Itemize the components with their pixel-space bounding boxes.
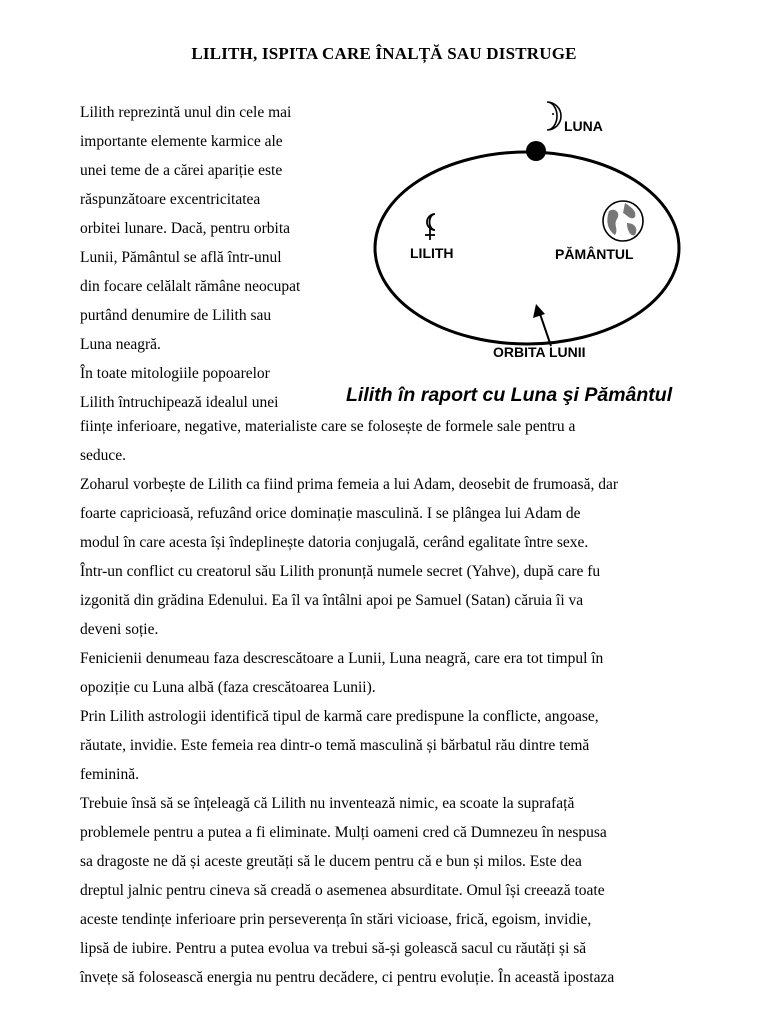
- text-line: foarte capricioasă, refuzând orice dominație masculină. I se plângea lui Adam de: [80, 505, 581, 522]
- text-line: aceste tendințe inferioare prin perseverența în stări vicioase, frică, egoism, invidie,: [80, 911, 592, 928]
- text-line: În toate mitologiile popoarelor: [80, 365, 270, 382]
- text-line: lipsă de iubire. Pentru a putea evolua va trebui să-și golească sacul cu răutăți și să: [80, 940, 587, 957]
- page-title: LILITH, ISPITA CARE ÎNALȚĂ SAU DISTRUGE: [191, 44, 577, 63]
- moon-dot: [526, 141, 546, 161]
- text-line: Luna neagră.: [80, 336, 161, 353]
- orbit-arrow-icon: [533, 304, 551, 346]
- text-line: importante elemente karmice ale: [80, 133, 283, 150]
- body-text: [80, 412, 740, 992]
- text-line: Zoharul vorbește de Lilith ca fiind prima femeia a lui Adam, deosebit de frumoasă, dar: [80, 476, 619, 493]
- text-line: modul în care acesta își îndeplinește datoria conjugală, cerând egalitate între sexe.: [80, 534, 589, 551]
- text-line: opoziție cu Luna albă (faza crescătoarea Lunii).: [80, 679, 376, 696]
- pamantul-label: PĂMÂNTUL: [555, 246, 634, 262]
- text-line: sa dragoste ne dă și aceste greutăți să le ducem pentru că e bun și milos. Este dea: [80, 853, 582, 870]
- text-line: Prin Lilith astrologii identifică tipul de karmă care predispune la conflicte, angoase,: [80, 708, 599, 725]
- text-line: Într-un conflict cu creatorul său Lilith pronunță numele secret (Yahve), după care fu: [80, 563, 601, 580]
- text-line: Fenicienii denumeau faza descrescătoare a Lunii, Luna neagră, care era tot timpul în: [80, 650, 604, 667]
- text-line: purtând denumire de Lilith sau: [80, 307, 272, 324]
- text-line: răspunzătoare excentricitatea: [80, 191, 261, 208]
- text-line: orbitei lunare. Dacă, pentru orbita: [80, 220, 291, 237]
- lilith-orbit-diagram: [340, 96, 740, 416]
- text-line: izgonită din grădina Edenului. Ea îl va întâlni apoi pe Samuel (Satan) căruia îi va: [80, 592, 584, 609]
- orbita-lunii-label: ORBITA LUNII: [493, 344, 586, 360]
- text-line: Lunii, Pământul se află într-unul: [80, 249, 282, 266]
- text-line: dreptul jalnic pentru cineva să creadă o asemenea absurditate. Omul își creează toate: [80, 882, 605, 899]
- figure-caption: Lilith în raport cu Luna şi Pământul: [346, 384, 673, 406]
- lilith-label: LILITH: [410, 245, 454, 261]
- text-line: feminină.: [80, 766, 139, 783]
- text-line: ființe inferioare, negative, materialiste care se folosește de formele sale pentru a: [80, 418, 576, 435]
- text-line: răutate, invidie. Este femeia rea dintr-o temă masculină și bărbatul rău dintre temă: [80, 737, 590, 754]
- text-line: din focare celălalt rămâne neocupat: [80, 278, 301, 295]
- crescent-moon-icon: [547, 102, 561, 130]
- text-line: Trebuie însă să se înțeleagă că Lilith nu inventează nimic, ea scoate la suprafață: [80, 795, 575, 812]
- text-line: Lilith reprezintă unul din cele mai: [80, 104, 292, 121]
- intro-paragraph: [80, 98, 355, 417]
- orbit-svg: [340, 96, 740, 416]
- luna-label: LUNA: [564, 118, 603, 134]
- text-line: problemele pentru a putea a fi eliminate. Mulți oameni cred că Dumnezeu în nespusa: [80, 824, 607, 841]
- text-line: Lilith întruchipează idealul unei: [80, 394, 279, 411]
- earth-globe-icon: [603, 201, 643, 241]
- text-line: învețe să folosească energia nu pentru decădere, ci pentru evoluție. În această ipostaza: [80, 969, 615, 986]
- text-line: seduce.: [80, 447, 127, 464]
- text-line: unei teme de a cărei apariție este: [80, 162, 283, 179]
- text-line: deveni soție.: [80, 621, 159, 638]
- lilith-symbol-icon: [425, 214, 435, 240]
